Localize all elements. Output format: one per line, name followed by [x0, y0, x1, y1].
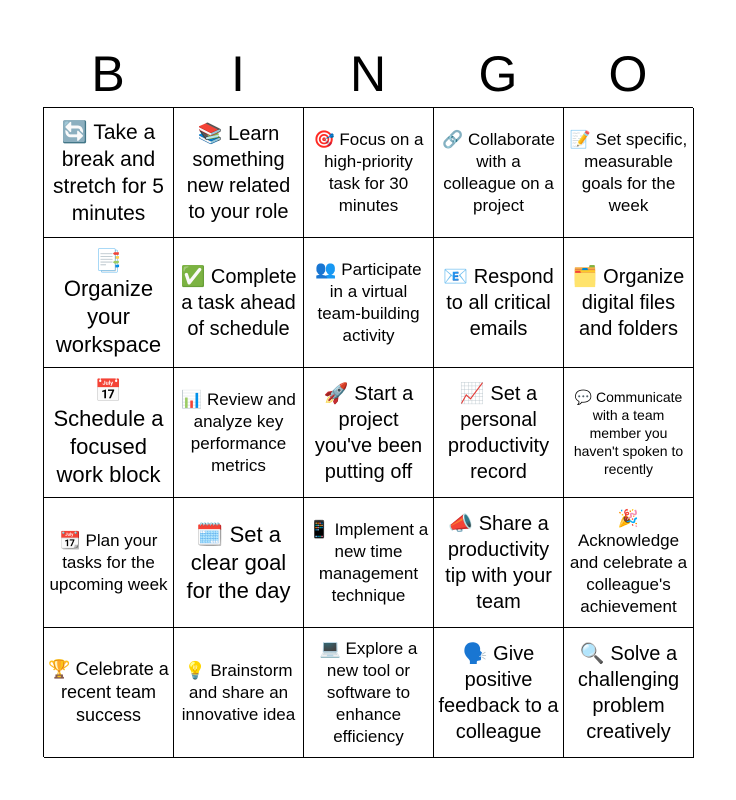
header-letter-g: G	[478, 46, 518, 102]
cell-text: 🏆 Celebrate a recent team success	[48, 659, 169, 725]
bingo-card	[43, 107, 693, 757]
cell-text: 🚀 Start a project you've been putting off	[314, 382, 423, 483]
bingo-cell[interactable]	[564, 238, 694, 368]
bingo-cell[interactable]	[564, 108, 694, 238]
bingo-cell[interactable]	[434, 108, 564, 238]
cell-text: 💡 Brainstorm and share an innovative idea	[181, 660, 296, 724]
cell-text: 🔄 Take a break and stretch for 5 minutes	[53, 120, 164, 225]
header-letter-n: N	[349, 46, 387, 102]
cell-text: 🗓️ Set a clear goal for the day	[186, 521, 291, 603]
bingo-cell[interactable]	[304, 498, 434, 628]
cell-text: 🔍 Solve a challenging problem creatively	[577, 642, 680, 743]
header-letter-o: O	[608, 46, 648, 102]
bingo-cell[interactable]	[44, 368, 174, 498]
bingo-cell[interactable]	[174, 238, 304, 368]
cell-text: 💬 Communicate with a team member you haven't spoken to recently	[573, 388, 684, 477]
cell-text: 📚 Learn something new related to your role	[186, 122, 291, 223]
cell-text: 🎯 Focus on a high-priority task for 30 minutes	[313, 129, 424, 215]
cell-text: 💻 Explore a new tool or software to enhance efficiency	[319, 638, 418, 746]
cell-text: 🗂️ Organize digital files and folders	[572, 265, 685, 340]
bingo-cell[interactable]	[304, 238, 434, 368]
cell-text: 📑 Organize your workspace	[55, 247, 162, 357]
cell-text: 📱 Implement a new time management technique	[308, 519, 429, 605]
cell-text: 📆 Plan your tasks for the upcoming week	[49, 530, 168, 594]
bingo-cell[interactable]	[564, 628, 694, 758]
header-letter-i: I	[231, 46, 245, 102]
cell-text: 🗣️ Give positive feedback to a colleague	[438, 642, 559, 743]
cell-text: 🎉 Acknowledge and celebrate a colleague's achievement	[569, 508, 688, 616]
cell-text: 👥 Participate in a virtual team-building activity	[315, 259, 422, 345]
bingo-cell[interactable]	[304, 108, 434, 238]
cell-text: 📧 Respond to all critical emails	[443, 265, 554, 340]
bingo-cell[interactable]	[174, 498, 304, 628]
bingo-cell[interactable]	[44, 108, 174, 238]
cell-text: 📝 Set specific, measurable goals for the week	[569, 129, 688, 215]
bingo-cell[interactable]	[564, 498, 694, 628]
bingo-cell[interactable]	[434, 238, 564, 368]
cell-text: 📅 Schedule a focused work block	[53, 377, 164, 487]
cell-text: 📊 Review and analyze key performance metrics	[181, 389, 296, 475]
bingo-cell[interactable]	[174, 108, 304, 238]
bingo-cell[interactable]	[44, 238, 174, 368]
cell-text: 🔗 Collaborate with a colleague on a project	[442, 129, 555, 215]
cell-text: 📣 Share a productivity tip with your team	[445, 512, 552, 613]
bingo-cell[interactable]	[174, 368, 304, 498]
bingo-header	[43, 44, 693, 104]
bingo-cell[interactable]	[304, 628, 434, 758]
bingo-cell[interactable]	[434, 368, 564, 498]
bingo-cell[interactable]	[434, 628, 564, 758]
bingo-cell[interactable]	[174, 628, 304, 758]
bingo-cell[interactable]	[304, 368, 434, 498]
header-letter-b: B	[91, 46, 125, 102]
bingo-cell[interactable]	[434, 498, 564, 628]
bingo-cell[interactable]	[564, 368, 694, 498]
bingo-cell[interactable]	[44, 498, 174, 628]
cell-text: ✅ Complete a task ahead of schedule	[180, 265, 297, 340]
bingo-cell[interactable]	[44, 628, 174, 758]
cell-text: 📈 Set a personal productivity record	[447, 382, 550, 483]
